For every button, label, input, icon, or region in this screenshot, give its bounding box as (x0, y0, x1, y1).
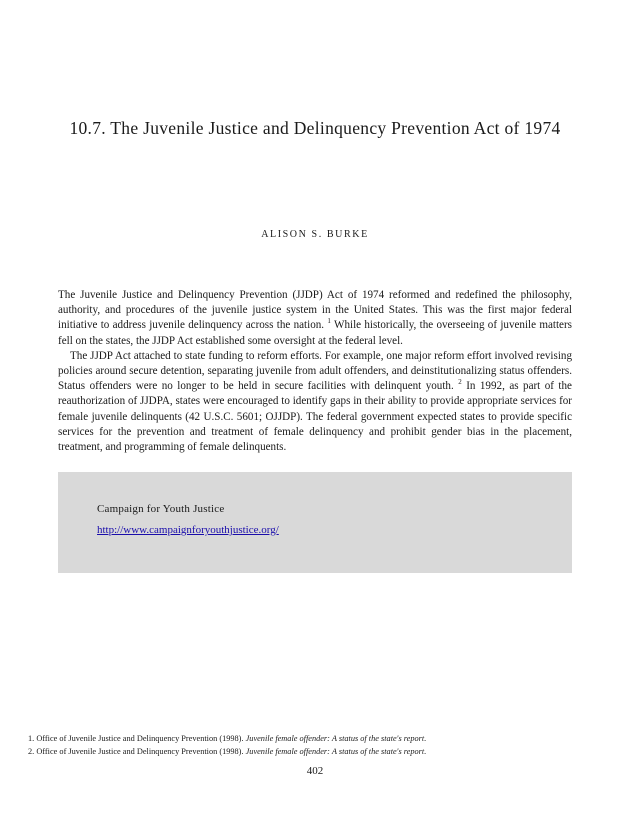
resource-link[interactable]: http://www.campaignforyouthjustice.org/ (97, 524, 279, 536)
resource-title: Campaign for Youth Justice (97, 503, 225, 515)
paragraph-1 (58, 288, 572, 349)
footnote-number: 2. (28, 747, 35, 756)
footnote-number: 1. (28, 734, 35, 743)
footnote-item (28, 732, 608, 745)
footnote-title: Juvenile female offender: A status of the state's report. (245, 734, 427, 743)
footnotes-list (28, 732, 608, 758)
footnote-item (28, 745, 608, 758)
footnote-title: Juvenile female offender: A status of the state's report. (245, 747, 427, 756)
paragraph-2-continued: In 1992, as part of the reauthorization of JJDPA, states were encouraged to identify gaps in their ability to provide appropriate services for female juvenile delinquents (42 U.S.C. 5601; OJJDP). The federal government expected states to provide specific services for the prevention and treatment of female delinquency and prohibit gender bias in the placement, treatment, and programming of female delinquents. (58, 380, 572, 454)
footnote-text: Office of Juvenile Justice and Delinquency Prevention (1998). (36, 747, 244, 756)
paragraph-2 (58, 349, 572, 455)
paragraph-2-text: The JJDP Act attached to state funding to reform efforts. For example, one major reform effort involved revising policies around secure detention, separating juvenile from adult offenders, and deinstitutionalizing status offenders. Status offenders were no longer to be held in secure facilities with delinquent youth. (58, 349, 572, 393)
chapter-title: 10.7. The Juvenile Justice and Delinquency Prevention Act of 1974 (69, 118, 561, 138)
footnote-text: Office of Juvenile Justice and Delinquency Prevention (1998). (36, 734, 244, 743)
paragraph-1-text: The Juvenile Justice and Delinquency Prevention (JJDP) Act of 1974 reformed and redefined the philosophy, authority, and procedures of the juvenile justice system in the United States. This was the first major federal initiative to address juvenile delinquency across the nation. (58, 289, 572, 332)
resource-box (58, 472, 572, 573)
footnote-ref-2[interactable]: 2 (458, 378, 462, 387)
author-name: ALISON S. BURKE (261, 229, 369, 240)
paragraph-1-continued: While historically, the overseeing of juvenile matters fell on the states, the JJDP Act established some oversight at the federal level. (58, 319, 572, 347)
footnote-ref-1[interactable]: 1 (327, 317, 331, 326)
body-text (58, 288, 572, 455)
page-number: 402 (306, 765, 324, 777)
